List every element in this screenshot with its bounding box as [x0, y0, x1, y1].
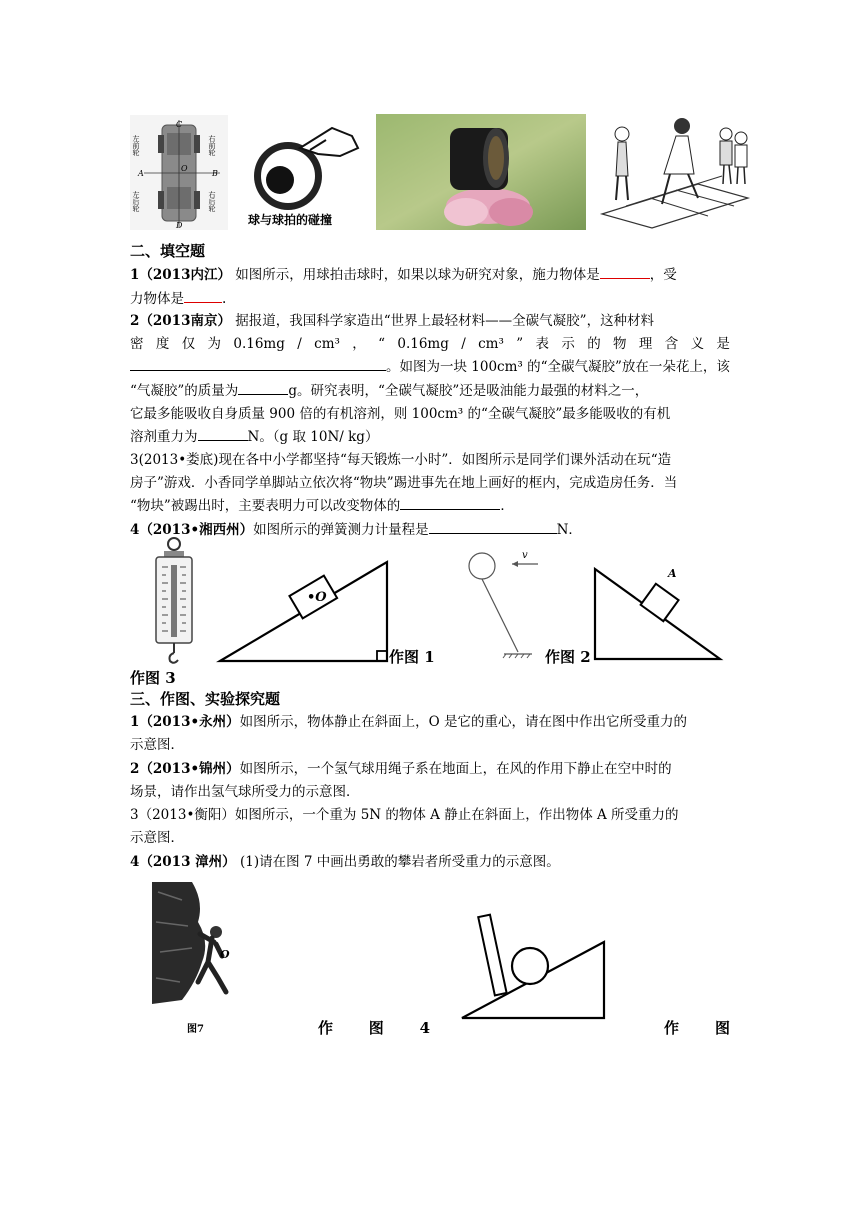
s2-q2-w6: cm³	[314, 336, 340, 352]
s3-q3-line1: 3（2013•衡阳）如图所示，一个重为 5N 的物体 A 静止在斜面上，作出物体 A 所受重力的	[130, 807, 679, 823]
car-label-b: B	[212, 169, 218, 178]
s2-q2-w16: 物	[613, 336, 627, 352]
fig7-label: 图7	[187, 1024, 204, 1035]
s2-q2-line3-text: 。如图为一块 100cm³ 的“全碳气凝胶”放在一朵花上，该	[386, 359, 730, 375]
s2-q4-line	[130, 519, 730, 541]
spring-scale-figure	[150, 535, 198, 665]
s2-q3-line1: 3(2013•娄底)现在各中小学都坚持“每天锻炼一小时”．如图所示是同学们课外活动在玩“造	[130, 452, 672, 468]
s2-q2-blank3[interactable]	[198, 426, 248, 441]
s2-q4-blank[interactable]	[429, 519, 557, 534]
fig4-char-0: 作	[318, 1019, 334, 1037]
incline-block-a-figure	[590, 565, 725, 663]
s3-q1-line2: 示意图．	[130, 737, 184, 753]
fig-last-char-1: 图	[714, 1019, 730, 1037]
s2-q2-w7: ，	[352, 336, 366, 352]
s2-q2-line4b: g。研究表明，“全碳气凝胶”还是吸油能力最强的材料之一，	[288, 383, 649, 399]
s2-q2-w12: ”	[516, 336, 524, 352]
s2-q2-blank1[interactable]	[130, 356, 386, 371]
fig-last-char-0: 作	[664, 1019, 680, 1037]
s2-q2-w17: 理	[638, 336, 653, 352]
s3-q4-text: (1)请在图 7 中画出勇敢的攀岩者所受重力的示意图。	[235, 854, 560, 870]
fig4-label	[318, 1018, 430, 1038]
balloon-v-label: v	[522, 550, 528, 561]
s2-q2-w11: cm³	[478, 336, 504, 352]
s2-q2-blank2[interactable]	[238, 380, 288, 395]
s2-q2-w13: 表	[535, 336, 549, 352]
car-label-a: A	[138, 169, 144, 178]
fig1-label: 作图 1	[389, 648, 435, 666]
s3-q4-line	[130, 851, 730, 873]
s2-q2-w15: 的	[587, 336, 601, 352]
s2-q2-w1: 度	[155, 336, 170, 352]
fig2-label: 作图 2	[545, 648, 591, 666]
s3-q2-tag: 2（2013•锦州）	[130, 761, 240, 777]
s2-q1-text2: ，受	[649, 267, 677, 283]
s2-q2-line6	[130, 426, 730, 448]
aerogel-photo	[376, 114, 586, 230]
s2-q1-text1: 如图所示，用球拍击球时，如果以球为研究对象，施力物体是	[230, 267, 600, 283]
s2-q1-tag: 1（2013内江）	[130, 267, 231, 283]
fig4-char-1: 图	[368, 1019, 384, 1037]
s2-q1-blank1[interactable]	[600, 264, 650, 279]
s3-q1-tag: 1（2013•永州）	[130, 714, 240, 730]
s2-q2-line1-text: 据报道，我国科学家造出“世界上最轻材料——全碳气凝胶”，这种材料	[230, 313, 655, 329]
rock-climber-figure	[152, 882, 242, 1004]
s3-q2-line1	[130, 758, 730, 780]
s3-q4-tag: 4（2013 漳州）	[130, 854, 236, 870]
car-label-right-front: 右前轮	[208, 135, 216, 156]
s2-q2-w18: 含	[664, 336, 679, 352]
s2-q2-line1	[130, 310, 730, 332]
car-label-right-rear: 右后轮	[208, 191, 216, 212]
s2-q4-text1: 如图所示的弹簧测力计量程是	[253, 522, 429, 538]
s2-q2-w19: 义	[690, 336, 705, 352]
car-label-left-rear: 左后轮	[132, 191, 140, 212]
incline-block-o-figure	[215, 558, 395, 666]
section2-title: 二、填空题	[130, 242, 206, 260]
s2-q2-line4a: “气凝胶”的质量为	[130, 383, 239, 399]
incline-o-label: •O	[307, 590, 327, 605]
s2-q2-line5: 它最多能吸收自身质量 900 倍的有机溶剂，则 100cm³ 的“全碳气凝胶”最多能吸收的有机	[130, 406, 671, 422]
s2-q2-w8: “	[378, 336, 386, 352]
s2-q2-line3	[130, 356, 730, 378]
climber-o-label: O	[220, 948, 230, 961]
s2-q2-line4	[130, 380, 730, 402]
s2-q2-line2	[130, 333, 730, 355]
s2-q1-line2	[130, 288, 730, 310]
s2-q3-line3b: ．	[500, 498, 514, 514]
s2-q3-line3a: “物块”被踢出时，主要表明力可以改变物体的	[130, 498, 401, 514]
incline-a-label: A	[668, 567, 677, 580]
s2-q2-w20: 是	[716, 336, 730, 352]
s3-q1-line1-text: 如图所示，物体静止在斜面上，O 是它的重心，请在图中作出它所受重力的	[239, 714, 687, 730]
fig3-label: 作图 3	[130, 669, 176, 687]
s2-q3-blank[interactable]	[400, 495, 500, 510]
s3-q2-line1-text: 如图所示，一个氢气球用绳子系在地面上，在风的作用下静止在空中时的	[239, 761, 672, 777]
ball-racket-caption: 球与球拍的碰撞	[248, 213, 333, 227]
s2-q1-text3: 力物体是	[130, 291, 184, 307]
balloon-figure	[462, 548, 547, 660]
fig-last-label	[664, 1018, 730, 1038]
car-label-o: O	[181, 164, 188, 173]
s2-q2-w14: 示	[561, 336, 575, 352]
s2-q2-w4: 0.16mg	[233, 336, 285, 352]
s3-q2-line2: 场景，请作出氢气球所受力的示意图．	[130, 784, 360, 800]
car-label-c: C	[176, 120, 183, 129]
s2-q4-text2: N．	[556, 522, 582, 538]
s2-q2-w5: /	[297, 336, 302, 352]
s2-q2-w3: 为	[207, 336, 222, 352]
s2-q3-line3	[130, 495, 730, 517]
s2-q4-tag: 4（2013•湘西州）	[130, 522, 254, 538]
s2-q2-line6a: 溶剂重力为	[130, 429, 198, 445]
s2-q1-line1	[130, 264, 730, 286]
section3-title: 三、作图、实验探究题	[130, 690, 281, 708]
ball-racket-figure	[240, 118, 365, 230]
s2-q2-w2: 仅	[181, 336, 196, 352]
s2-q2-w0: 密	[130, 336, 144, 352]
s3-q1-line1	[130, 711, 730, 733]
car-label-d: D	[176, 221, 183, 230]
s2-q2-line6b: N。（g 取 10N/ kg）	[247, 429, 379, 445]
car-label-left-front: 左前轮	[132, 135, 140, 156]
hopscotch-figure	[598, 114, 750, 230]
s2-q2-w10: /	[461, 336, 466, 352]
s3-q3-line2: 示意图．	[130, 830, 184, 846]
car-wheels-figure	[130, 115, 228, 230]
fig4-char-2: 4	[419, 1019, 430, 1037]
s2-q1-blank2[interactable]	[184, 288, 222, 303]
incline-ball-board-figure	[458, 912, 608, 1022]
s2-q2-tag: 2（2013南京）	[130, 313, 231, 329]
s2-q2-w9: 0.16mg	[397, 336, 449, 352]
s2-q1-text4: .	[222, 291, 227, 307]
s2-q3-line2: 房子”游戏．小香同学单脚站立依次将“物块”踢进事先在地上画好的框内，完成造房任务．当	[130, 475, 678, 491]
